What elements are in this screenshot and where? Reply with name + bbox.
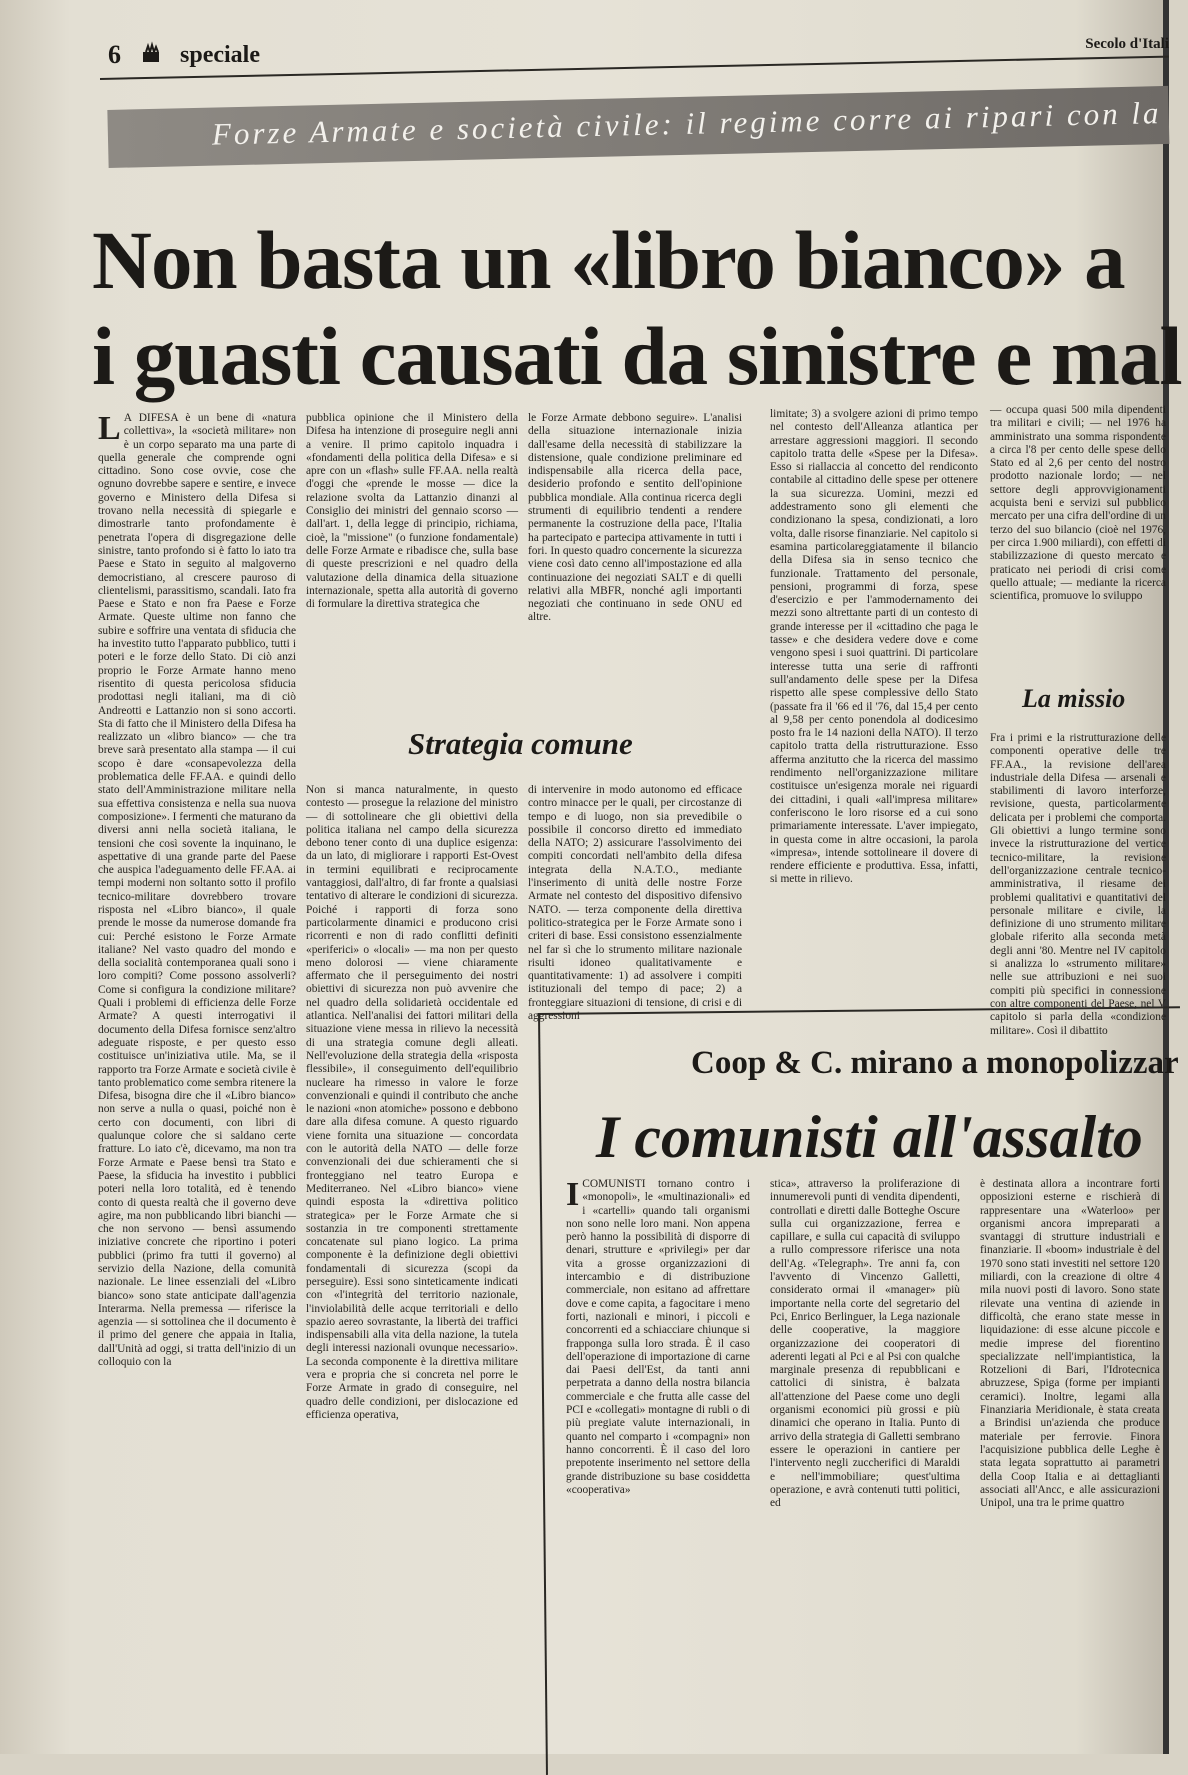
headline-line-2: i guasti causati da sinistre e mal xyxy=(92,310,1182,402)
subhead-strategia: Strategia comune xyxy=(408,726,633,761)
flame-logo-icon xyxy=(140,44,162,64)
column-5-top-text: — occupa quasi 500 mila dipendenti tra militari e civili; — nel 1976 ha amministrato una somma rispondente a circa l'8 per cento delle spese dello Stato ed al 2,6 per cento del nostro prodotto nazionale lordo; — nel settore degli approvvigionamenti acquista beni e servizi sul pubblico mercato per una cifra dell'ordine di un terzo del suo bilancio (cioè nel 1976, per circa 1.900 miliardi), con effetti di stabilizzazione di questo mercato e praticato nei periodi di crisi come quello attuale; — mediante la ricerca scientifica, promuove lo sviluppo xyxy=(990,404,1166,603)
kicker-text: Forze Armate e società civile: il regime corre ai ripari con la xyxy=(211,95,1162,152)
column-5-bottom-text: Fra i primi e la ristrutturazione delle componenti operative delle tre FF.AA., la revisione dell'area industriale della Difesa — arsenali e stabilimenti di lavoro interforze, revisione, questa, particolarmente delicata per i problemi che comporta. Gli obiettivi a lungo termine sono invece la ristrutturazione del vertice tecnico-militare, la revisione dell'organizzazione centrale tecnico-amministrativa, il riesame dei problemi qualitativi e quantitativi del personale militare e civile, la definizione di uno strumento militare globale riferito alla seconda metà degli anni '80. Mentre nel IV capitolo si analizza lo «strumento militare» nelle sue attribuzioni e nei suoi compiti più specifici in connessione con altre componenti del Paese, nel V capitolo si parla della «condizione militare». Così il dibattito xyxy=(990,732,1166,1037)
subhead-missione: La missio xyxy=(1022,684,1126,713)
article-column-5-bottom xyxy=(990,732,1166,1037)
box-column-2-text: stica», attraverso la proliferazione di innumerevoli punti di vendita dipendenti, controllati e diretti dalle Botteghe Oscure sulla cui organizzazione, ferrea e capillare, e sulla cui capacità di sviluppo a rullo compressore riferisce una nota dell'Ag. «Telegraph». Tre anni fa, con l'avvento di Vincenzo Galletti, considerato ormai il «manager» più importante nella corte del segretario del Pci, Enrico Berlinguer, la Lega nazionale delle cooperative, la maggiore organizzazione dei cooperatori di aderenti legati al Pci e al Psi con qualche marginale presenza di repubblicani e cattolici di sinistra, è balzata all'attenzione del Paese come uno degli organismi economici più grossi e più dinamici che operano in Italia. Punto di arrivo della strategia di Galletti sembrano essere le operazioni in cantiere per l'intervento negli zuccherifici di Maraldi e nell'immobiliare; quest'ultima operazione, e avrà contenuti tutti politici, ed xyxy=(770,1178,960,1510)
box-column-3-text: è destinata allora a incontrare forti opposizioni esterne e rischierà di rappresentare una «Waterloo» per organismi ancora impreparati a svantaggi di strutture industriali e finanziarie. Il «boom» industriale è del 1970 sono stati investiti nel settore 120 miliardi, con la creazione di oltre 4 mila nuovi posti di lavoro. Sono state rilevate una ventina di aziende in difficoltà, che erano state messe in liquidazione: di esse alcune piccole e medie imprese del fiorentino specializzate nell'impiantistica, la Rotzelioni di Bari, l'Idrotecnica abruzzese, Spiga (forme per impianti ceramici). Inoltre, legami alla Finanziaria Meridionale, è stata creata a Brindisi un'azienda che produce materiale per ferrovie. Finora l'acquisizione pubblica delle Leghe è stata legata soprattutto ai parametri della Coop Italia e ai dettaglianti associati all'Ancc, e alle assicurazioni Unipol, una tra le prime quattro xyxy=(980,1178,1160,1510)
column-4-text: limitate; 3) a svolgere azioni di primo tempo nel contesto dell'Alleanza atlantica per arrestare aggressioni maggiori. Il secondo capitolo tratta delle «Spese per la Difesa». Esso si riallaccia al concetto del rendiconto contabile al cittadino delle spese per ottenere la sua sicurezza. Uomini, mezzi ed addestramento sono gli elementi che condizionano la spesa, condizionati, a loro volta, dalle risorse finanziarie. Nel capitolo si esamina particolareggiatamente il bilancio della Difesa sia in senso tecnico che funzionale. Trattamento del personale, pensioni, programmi di forza, spese d'esercizio e per l'ammodernamento dei mezzi sono altrettante parti di un contesto di grande interesse per il «cittadino che paga le tasse» e che desidera vedere dove e come vengono spesi i suoi quattrini. Di particolare interesse tutta una serie di raffronti sull'andamento delle spese per la Difesa rispetto alle spese complessive dello Stato (passate fra il '66 ed il '76, dal 15,4 per cento al 9,58 per cento ponendola al dodicesimo posto fra le 14 nazioni della NATO). Il terzo capitolo tratta della ristrutturazione. Esso afferma anzitutto che la ricerca del massimo rendimento nell'organizzazione militare costituisce un'esigenza morale nei riguardi dei cittadini, i quali «all'impresa militare» conferiscono le loro risorse ed a cui sono primariamente interessate. L'aver impiegato, in questa come in altre occasioni, la parola «impresa», intende sottolineare il dovere di rendere efficiente e produttiva. Essa, infatti, si mette in rilievo. xyxy=(770,408,978,886)
box-column-1 xyxy=(566,1178,750,1744)
drop-cap: L xyxy=(98,410,121,447)
page-number: 6 xyxy=(108,40,121,69)
newspaper-name: Secolo d'Itali xyxy=(1085,36,1169,52)
article-column-5-top xyxy=(990,404,1166,674)
box-column-3 xyxy=(980,1178,1160,1744)
column-3-bottom-text: di intervenire in modo autonomo ed efficace contro minacce per le quali, per circostanze di tempo e di luogo, non sia prevedibile o possibile il concorso diretto ed immediato della NATO; 2) assicurare l'assolvimento dei compiti concordati nell'ambito della difesa integrata della N.A.T.O., mediante l'inserimento di unità delle nostre Forze Armate nel contesto del dispositivo difensivo NATO. — terza componente della direttiva politico-strategica per le Forze Armate sono i criteri di base. Essi consistono essenzialmente nel far sì che lo strumento militare nazionale risulti idoneo qualitativamente e quantitativamente: 1) ad assolvere i compiti istituzionali del tempo di pace; 2) a fronteggiare situazioni di tensione, di crisi e di aggressioni xyxy=(528,784,742,1023)
article-column-2-top xyxy=(306,412,518,722)
box-drop-cap: I xyxy=(566,1176,580,1213)
article-column-1 xyxy=(98,412,296,1742)
column-1-text: A DIFESA è un bene di «natura collettiva», la «società militare» non è un corpo separato ma una parte di quella generale che comprende ogni cittadino. Sono cose ovvie, cose che ognuno dovrebbe sapere e sentire, e invece governo e Ministero della Difesa si trovano nella necessità di spiegarle e dimostrarle tanto profondamente è penetrata l'opera di disgregazione delle sinistre, tanto profondo si è fatto lo iato tra Paese e Stato in seguito al malgoverno democristiano, al crescere pauroso di clientelismi, parassitismo, scandali. Iato fra Paese e Stato e non fra Paese e Forze Armate. Queste ultime non fanno che subire e soffrire una ventata di sfiducia che ha investito tutto l'apparato pubblico, tutti i poteri e le forze dello Stato. Di ciò anzi proprio le Forze Armate hanno meno risentito di questa pericolosa sfiducia prodottasi negli italiani, ma di ciò Andreotti e Lattanzio non si sono accorti. Sta di fatto che il Ministero della Difesa ha realizzato un «libro bianco» — che tra breve sarà presentato alla stampa — il cui scopo è dare «consapevolezza della problematica delle FF.AA. e quindi dello stato dell'Amministrazione militare nella sua effettiva consistenza e nella sua nuova composizione». I fermenti che maturano da diversi anni nella società italiana, le tensioni che così sovente la inquinano, le aspettative di una grande parte del Paese che auspica l'adeguamento delle FF.AA. ai tempi moderni non soltanto sotto il profilo tecnico-militare dovrebbero trovare risposta nel «Libro bianco», il quale prende le mosse da numerose domande fra cui: Perché esistono le Forze Armate italiane? Nel vasto quadro del mondo e della socialità contemporanea quali sono i loro compiti? Come possono assolverli? Come si configura la condizione militare? Quali i problemi di efficienza delle Forze Armate? A questi interrogativi il documento della Difesa fornisce senz'altro adeguate risposte, e per questo esso costituisce un'iniziativa utile. Ma, se il rapporto tra Forze Armate e società civile è tanto problematico come sembra ritenere la Difesa, bisogna dire che il «Libro bianco» non serve a nulla o quasi, poiché non è certo con documenti, con libri di qualunque colore che si saldano certe fratture. Lo iato c'è, dicevamo, ma non tra Forze Armate e Paese bensì tra Stato e Paese, la sfiducia ha investito i pubblici poteri nella loro totalità, ed è tenendo conto di questa realtà che il governo deve agire, ma non pubblicando libri bianchi — che non servono — bensì assumendo iniziative concrete che riportino i poteri pubblici (primo fra tutti il governo) al servizio della Nazione, della comunità nazionale. Le linee essenziali del «Libro bianco» sono state anticipate dall'agenzia Interarma. Nella premessa — riferisce la agenzia — si sottolinea che il documento è il primo del genere che appaia in Italia, dall'Unità ad oggi, si tratta dell'inizio di un colloquio con la xyxy=(98,412,296,1369)
section-label: speciale xyxy=(180,42,260,68)
headline-line-1: Non basta un «libro bianco» a xyxy=(92,214,1125,306)
column-2-bottom-text: Non si manca naturalmente, in questo contesto — prosegue la relazione del ministro — di sottolineare che gli obiettivi della politica italiana nel campo della sicurezza debono tener conto di una duplice esigenza: da un lato, di migliorare i rapporti Est-Ovest in termini equilibrati e reciprocamente vantaggiosi, dall'altro, di far fronte a qualsiasi tentativo di alterare le condizioni di sicurezza. Poiché i rapporti di forza sono particolarmente dinamici e producono crisi ricorrenti e non di rado conflitti definiti «periferici» o «locali» — ma non per questo meno dolorosi — viene chiaramente affermato che il perseguimento dei nostri obiettivi di sicurezza non può avvenire che nel quadro della solidarietà occidentale ed atlantica. Nell'analisi dei fattori militari della situazione viene messa in rilievo la necessità di una strategia comune degli alleati. Nell'evoluzione della strategia della «risposta flessibile», il conseguimento dell'equilibrio nucleare ha rimesso in valore le forze convenzionali e quindi il contributo che anche le nazioni «non atomiche» possono e debbono dare alla difesa comune. A questo riguardo viene fornita una situazione — concordata con le autorità della NATO — delle forze convenzionali dei due schieramenti che si fronteggiano nel teatro Europa e Mediterraneo. Nel «Libro bianco» viene quindi esposta la «direttiva politico strategica» per le Forze Armate che si sostanzia in tre componenti strettamente concatenate sul piano logico. La prima componente è la definizione degli obiettivi fondamentali di sicurezza (scopi da perseguire). Essi sono sinteticamente indicati con «l'integrità del territorio nazionale, l'inviolabilità delle acque territoriali e dello spazio aereo sovrastante, la libertà dei traffici indispensabili alla vita della nazione, la tutela degli interessi nazionali ovunque necessario». La seconda componente è la direttiva militare vera e propria che si concreta nel porre le Forze Armate in grado di conseguire, nel quadro delle condizioni, per dislocazione ed efficienza operativa, xyxy=(306,784,518,1421)
article-column-4 xyxy=(770,408,978,998)
article-column-2-bottom xyxy=(306,784,518,1742)
page-header xyxy=(100,34,1169,84)
box-title: I comunisti all'assalto xyxy=(596,1104,1143,1170)
column-2-top-text: pubblica opinione che il Ministero della Difesa ha intenzione di proseguire negli anni a venire. Il primo capitolo inquadra i «fondamenti della politica della Difesa» e si apre con un «flash» sulle FF.AA. nella realtà d'oggi che «prende le mosse — dice la relazione svolta da Lattanzio dinanzi al Consiglio dei ministri del gennaio scorso — dall'art. 1, della legge di principio, richiama, cioè, la "missione" (o funzione fondamentale) delle Forze Armate e ribadisce che, sulla base di queste prescrizioni e nel quadro della valutazione della dinamica della situazione internazionale, spetta alla autorità di governo di formulare la direttiva strategica che xyxy=(306,412,518,611)
header-rule xyxy=(100,56,1169,80)
box-column-2 xyxy=(770,1178,960,1744)
column-3-top-text: le Forze Armate debbono seguire». L'analisi della situazione internazionale inizia dall'esame della necessità di stabilizzare la distensione, quale condizione preliminare ed indispensabile alla ricerca della pace, desiderio profondo e sentito dell'opinione pubblica mondiale. Alla continua ricerca degli strumenti di equilibrio tendenti a rendere permanente la costruzione della pace, l'Italia ha partecipato e partecipa attivamente in tutti i fori. In questo quadro concernente la sicurezza viene così dato cenno all'impostazione ed alla continuazione dei negoziati SALT e di quelli relativi alla MBFR, nonché agli importanti negoziati che continuano in sede ONU ed altre. xyxy=(528,412,742,624)
box-column-1-text: COMUNISTI tornano contro i «monopoli», le «multinazionali» ed i «cartelli» quando tali organismi non sono nelle loro mani. Non appena però hanno la possibilità di disporre di denari, strutture e «privilegi» per dar vita a grosse organizzazioni di intercambio e di distribuzione commerciale, non esitano ad affrettare dove e come capita, a fagocitare i meno forti, nazionali e minori, i piccoli e concorrenti ed a schiacciare chiunque si frapponga sulla loro strada. È il caso dell'operazione di importazione di carne dai Paesi dell'Est, da tanti anni perpetrata a danno della nostra bilancia commerciale e che frutta alle casse del PCI e «collegati» montagne di rubli o di più pregiate valute internazionali, in quanto nel comparto i «compagni» non hanno concorrenti. È il caso del loro prepotente inserimento nel settore della grande distribuzione su base cosiddetta «cooperativa» xyxy=(566,1178,750,1496)
box-kicker: Coop & C. mirano a monopolizzar xyxy=(691,1045,1179,1081)
article-column-3-bottom xyxy=(528,784,742,1023)
kicker-band xyxy=(107,86,1169,168)
article-column-3-top xyxy=(528,412,742,722)
headline xyxy=(92,212,1182,404)
